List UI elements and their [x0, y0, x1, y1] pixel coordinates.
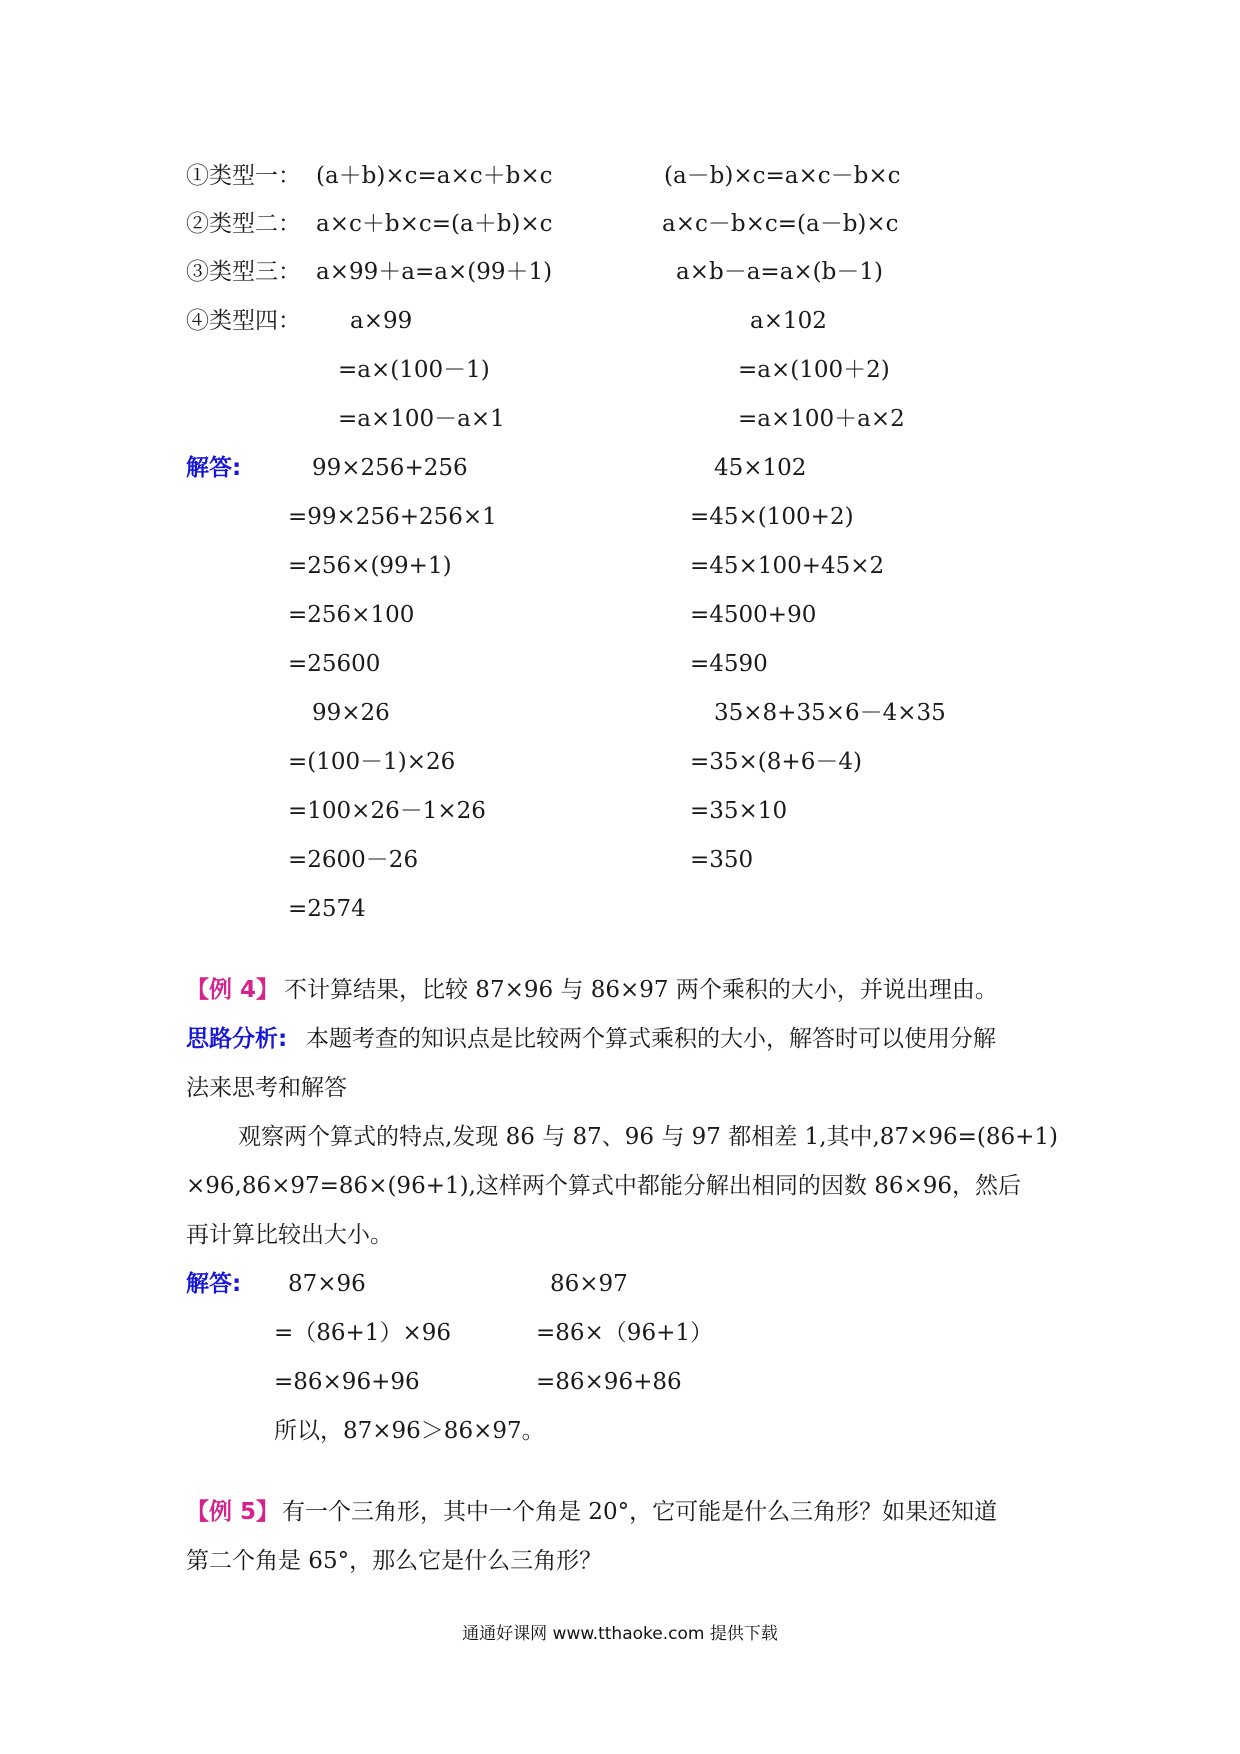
answer-step: =256×100: [288, 602, 415, 628]
type4-right-line: =a×100＋a×2: [738, 406, 905, 432]
type4-label: ④类型四：: [186, 308, 301, 334]
answer-step: =4500+90: [690, 602, 817, 628]
type3-label: ③类型三：: [186, 259, 301, 285]
answer-step: =100×26－1×26: [288, 798, 486, 824]
type3-formula-right: a×b－a=a×(b－1): [676, 259, 883, 285]
answer-step: =35×10: [690, 798, 788, 824]
answer-step: =350: [690, 847, 754, 873]
answer-step: =25600: [288, 651, 381, 677]
type2-formula-right: a×c－b×c=(a－b)×c: [662, 211, 899, 237]
type4-left-line: =a×(100－1): [338, 357, 490, 383]
type4-right-line: =a×(100＋2): [738, 357, 890, 383]
answer-step: =45×100+45×2: [690, 553, 885, 579]
type3-formula-left: a×99＋a=a×(99＋1): [316, 259, 553, 285]
type4-left-line: =a×100－a×1: [338, 406, 505, 432]
answer-step: =86×96+96: [274, 1369, 420, 1395]
answer-step: =2600－26: [288, 847, 419, 873]
paragraph-line: 观察两个算式的特点,发现 86 与 87、96 与 97 都相差 1,其中,87×96=(86+1): [238, 1124, 1059, 1150]
type4-left-line: a×99: [350, 308, 413, 334]
analysis-text: 本题考查的知识点是比较两个算式乘积的大小，解答时可以使用分解: [306, 1026, 996, 1052]
paragraph-line: ×96,86×97=86×(96+1),这样两个算式中都能分解出相同的因数 86×96，然后: [186, 1173, 1022, 1199]
answer-step: =86×96+86: [536, 1369, 682, 1395]
answer-step: =2574: [288, 896, 366, 922]
analysis-text: 法来思考和解答: [186, 1075, 347, 1101]
example4-tag: 【例 4】: [186, 977, 280, 1003]
type1-label: ①类型一：: [186, 163, 301, 189]
answer-step: =（86+1）×96: [274, 1320, 451, 1346]
type2-label: ②类型二：: [186, 211, 301, 237]
answer-step: =99×256+256×1: [288, 504, 497, 530]
example5-question: 有一个三角形，其中一个角是 20°，它可能是什么三角形？如果还知道: [282, 1499, 998, 1525]
answer-step: 86×97: [550, 1271, 628, 1297]
answer-label: 解答:: [186, 1271, 242, 1297]
example5-tag: 【例 5】: [186, 1499, 280, 1525]
example5-question: 第二个角是 65°，那么它是什么三角形？: [186, 1548, 603, 1574]
type4-right-line: a×102: [750, 308, 827, 334]
answer-step: =35×(8+6－4): [690, 749, 862, 775]
answer-step: 99×26: [312, 700, 390, 726]
conclusion: 所以，87×96＞86×97。: [274, 1418, 545, 1444]
answer-step: 99×256+256: [312, 455, 468, 481]
answer-step: =86×（96+1）: [536, 1320, 713, 1346]
answer-step: 35×8+35×6－4×35: [714, 700, 946, 726]
paragraph-line: 再计算比较出大小。: [186, 1222, 393, 1248]
example4-question: 不计算结果，比较 87×96 与 86×97 两个乘积的大小，并说出理由。: [284, 977, 998, 1003]
answer-step: =256×(99+1): [288, 553, 452, 579]
answer-step: =45×(100+2): [690, 504, 854, 530]
analysis-label: 思路分析:: [186, 1026, 288, 1052]
type1-formula-right: (a－b)×c=a×c－b×c: [664, 163, 901, 189]
answer-label: 解答:: [186, 455, 242, 481]
answer-step: 87×96: [288, 1271, 366, 1297]
answer-step: =(100－1)×26: [288, 749, 456, 775]
type1-formula-left: (a＋b)×c=a×c＋b×c: [316, 163, 553, 189]
answer-step: 45×102: [714, 455, 807, 481]
type2-formula-left: a×c＋b×c=(a＋b)×c: [316, 211, 553, 237]
answer-step: =4590: [690, 651, 768, 677]
footer-text: 通通好课网 www.tthaoke.com 提供下载: [462, 1624, 778, 1644]
